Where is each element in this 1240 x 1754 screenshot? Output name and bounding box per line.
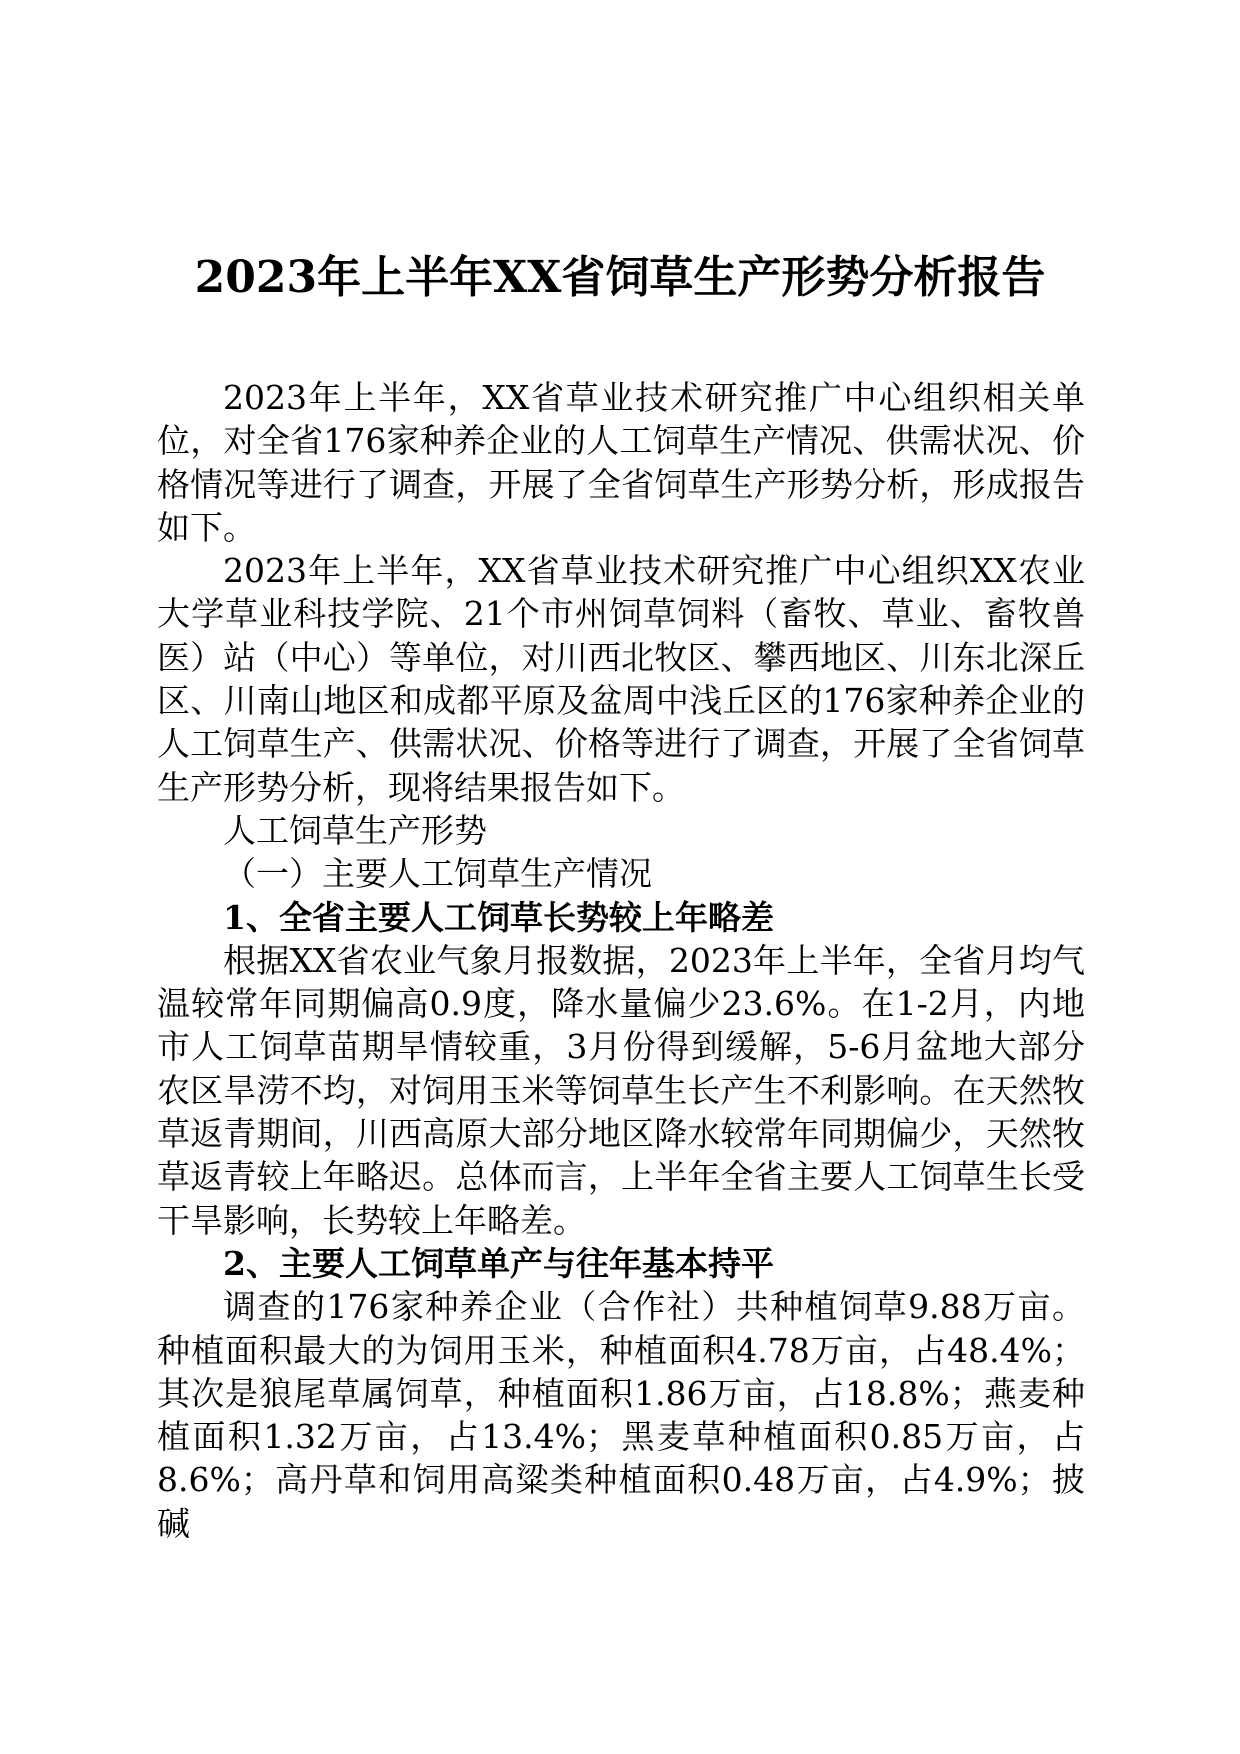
document-title: 2023年上半年XX省饲草生产形势分析报告: [194, 252, 1046, 303]
intro-paragraph-1: 2023年上半年，XX省草业技术研究推广中心组织相关单位，对全省176家种养企业的人工饲草生产情况、供需状况、价格情况等进行了调查，开展了全省饲草生产形势分析，形成报告如下。: [157, 378, 1085, 547]
document-body: [157, 376, 1085, 1545]
item-heading-1: 1、全省主要人工饲草长势较上年略差: [223, 897, 774, 937]
item-paragraph-2: 调查的176家种养企业（合作社）共种植饲草9.88万亩。种植面积最大的为饲用玉米，种植面积4.78万亩，占48.4%；其次是狼尾草属饲草，种植面积1.86万亩，占18.8%；燕麦种植面积1.32万亩，占13.4%；黑麦草种植面积0.85万亩，占8.6%；高丹草和饲用高粱类种植面积0.48万亩，占4.9%；披碱: [157, 1287, 1085, 1543]
subsection-heading: （一）主要人工饲草生产情况: [223, 854, 652, 894]
intro-paragraph-2: 2023年上半年，XX省草业技术研究推广中心组织XX农业大学草业科技学院、21个市州饲草饲料（畜牧、草业、畜牧兽医）站（中心）等单位，对川西北牧区、攀西地区、川东北深丘区、川南山地区和成都平原及盆周中浅丘区的176家种养企业的人工饲草生产、供需状况、价格等进行了调查，开展了全省饲草生产形势分析，现将结果报告如下。: [157, 551, 1085, 807]
item-paragraph-1: 根据XX省农业气象月报数据，2023年上半年，全省月均气温较常年同期偏高0.9度，降水量偏少23.6%。在1-2月，内地市人工饲草苗期旱情较重，3月份得到缓解，5-6月盆地大部分农区旱涝不均，对饲用玉米等饲草生长产生不利影响。在天然牧草返青期间，川西高原大部分地区降水较常年同期偏少，天然牧草返青较上年略迟。总体而言，上半年全省主要人工饲草生长受干旱影响，长势较上年略差。: [157, 940, 1085, 1240]
section-heading: 人工饲草生产形势: [223, 810, 487, 850]
item-heading-2: 2、主要人工饲草单产与往年基本持平: [223, 1243, 774, 1283]
